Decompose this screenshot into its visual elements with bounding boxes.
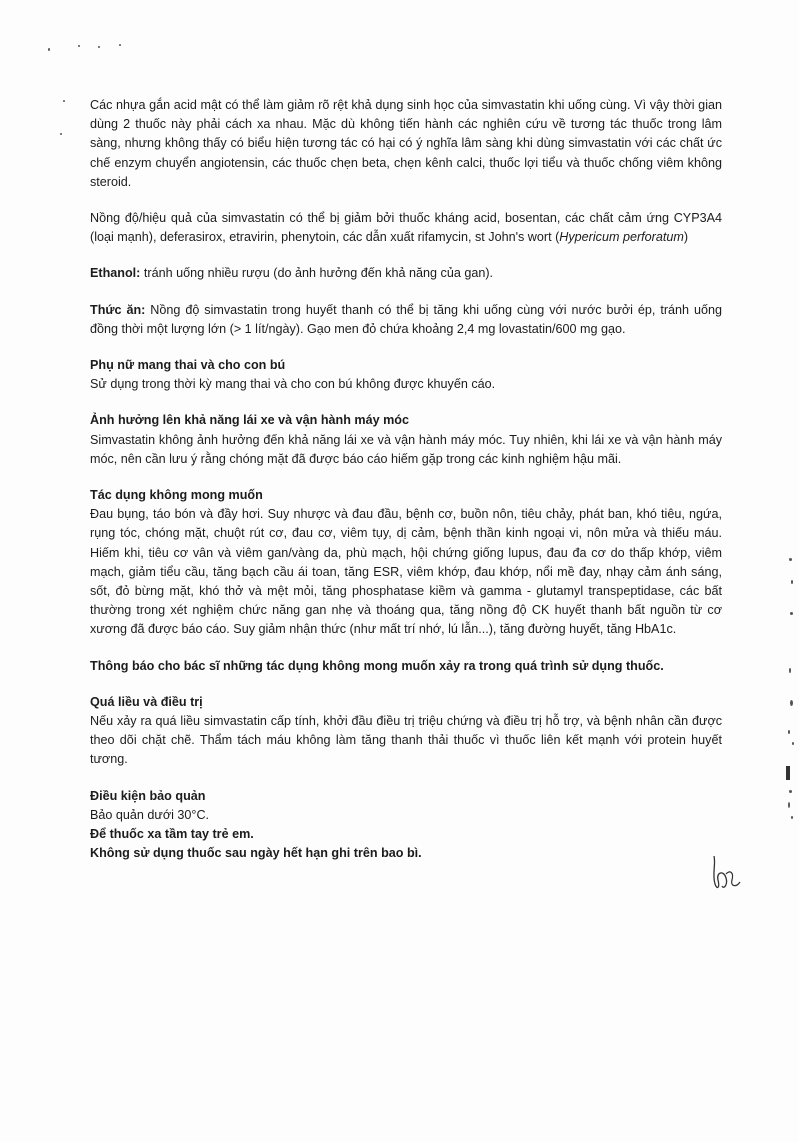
storage-heading: Điều kiện bảo quản	[90, 788, 206, 803]
interaction-paragraph-bile-acid: Các nhựa gắn acid mật có thể làm giảm rõ rệt khả dụng sinh học của simvastatin khi uống cùng. Vì vậy thời gian dùng 2 thuốc này phải cách xa nhau. Mặc dù không tiến hành các nghiên cứu về tương tác thuốc trong lâm sàng, nhưng không thấy có biểu hiện tương tác có hại có ý nghĩa lâm sàng khi dùng simvastatin với các chất ức chế enzym chuyển angiotensin, các thuốc chẹn beta, chẹn kênh calci, thuốc lợi tiểu và thuốc chống viêm không steroid.	[90, 98, 722, 189]
scan-speck	[98, 46, 100, 48]
expiry-warning: Không sử dụng thuốc sau ngày hết hạn ghi trên bao bì.	[90, 846, 422, 861]
notify-doctor-notice: Thông báo cho bác sĩ những tác dụng không mong muốn xảy ra trong quá trình sử dụng thuốc.	[90, 658, 664, 673]
scan-speck	[789, 558, 792, 561]
interaction-paragraph-inducers	[90, 209, 722, 247]
scan-speck	[791, 816, 793, 819]
scan-speck	[790, 612, 793, 615]
driving-section	[90, 411, 722, 469]
pregnancy-heading: Phụ nữ mang thai và cho con bú	[90, 358, 286, 373]
inducers-text-end: )	[683, 230, 689, 245]
overdose-section	[90, 693, 722, 770]
scan-speck	[790, 700, 793, 706]
scan-speck	[789, 790, 792, 793]
scan-speck	[788, 802, 790, 808]
scan-speck	[48, 48, 50, 51]
food-paragraph	[90, 301, 722, 339]
overdose-text: Nếu xảy ra quá liều simvastatin cấp tính, khởi đầu điều trị triệu chứng và điều trị hỗ trợ, và bệnh nhân cần được theo dõi chặt chẽ. Thẩm tách máu không làm tăng thanh thải thuốc vì thuốc liên kết mạnh với protein huyết tương.	[90, 714, 722, 767]
scan-speck	[60, 133, 62, 135]
scan-speck	[78, 45, 80, 47]
food-label: Thức ăn:	[90, 302, 146, 317]
scan-speck	[789, 668, 791, 673]
ethanol-paragraph	[90, 264, 722, 283]
driving-text: Simvastatin không ảnh hưởng đến khả năng lái xe và vận hành máy móc. Tuy nhiên, khi lái xe và vận hành máy móc, nên cần lưu ý rằng chóng mặt đã được báo cáo hiếm gặp trong các kinh nghiệm hậu mãi.	[90, 432, 722, 466]
pregnancy-text: Sử dụng trong thời kỳ mang thai và cho con bú không được khuyến cáo.	[90, 377, 496, 392]
document-body	[90, 96, 722, 864]
scan-speck	[63, 100, 65, 102]
pregnancy-section	[90, 356, 722, 394]
hypericum-italic: Hypericum perforatum	[559, 230, 684, 245]
food-text: Nồng độ simvastatin trong huyết thanh có thể bị tăng khi uống cùng với nước bưởi ép, tránh uống đồng thời một lượng lớn (> 1 lít/ngày). Gạo men đỏ chứa khoảng 2,4 mg lovastatin/600 mg gạo.	[90, 302, 722, 336]
scan-speck	[788, 730, 790, 734]
adverse-effects-text: Đau bụng, táo bón và đầy hơi. Suy nhược và đau đầu, bệnh cơ, buồn nôn, tiêu chảy, phát ban, khó tiêu, ngứa, rụng tóc, chóng mặt, chuột rút cơ, đau cơ, viêm tụy, dị cảm, bệnh thần kinh ngoại vi, nôn mửa và thiếu máu. Hiếm khi, tiêu cơ vân và viêm gan/vàng da, phù mạch, hội chứng giống lupus, đau đa cơ do thấp khớp, viêm mạch, giảm tiểu cầu, tăng bạch cầu ái toan, tăng ESR, viêm khớp, đau khớp, nổi mề đay, nhạy cảm ánh sáng, sốt, đỏ bừng mặt, khó thở và mệt mỏi, tăng phosphatase kiềm và gamma - glutamyl transpeptidase, các bất thường trong xét nghiệm chức năng gan nhẹ và thoáng qua, tăng nồng độ CK huyết thanh bất nguồn từ cơ xương đã được báo cáo. Suy giảm nhận thức (như mất trí nhớ, lú lẫn...), tăng đường huyết, tăng HbA1c.	[90, 507, 722, 637]
driving-heading: Ảnh hưởng lên khả năng lái xe và vận hành máy móc	[90, 413, 410, 428]
scan-speck	[119, 44, 121, 46]
ethanol-text: tránh uống nhiều rượu (do ảnh hưởng đến khả năng của gan).	[140, 266, 494, 281]
binding-bar-mark	[786, 766, 790, 780]
scan-speck	[791, 580, 793, 584]
adverse-effects-heading: Tác dụng không mong muốn	[90, 488, 263, 503]
overdose-heading: Quá liều và điều trị	[90, 694, 203, 709]
keep-away-warning: Để thuốc xa tầm tay trẻ em.	[90, 827, 254, 842]
adverse-effects-section	[90, 486, 722, 640]
ethanol-label: Ethanol:	[90, 266, 141, 281]
scan-speck	[792, 742, 794, 745]
inducers-text: Nồng độ/hiệu quả của simvastatin có thể bị giảm bởi thuốc kháng acid, bosentan, các chất cảm ứng CYP3A4 (loại mạnh), deferasirox, etravirin, phenytoin, các dẫn xuất rifamycin, st John's wort (	[90, 211, 722, 245]
storage-text: Bảo quản dưới 30°C.	[90, 807, 210, 822]
storage-section	[90, 787, 722, 864]
